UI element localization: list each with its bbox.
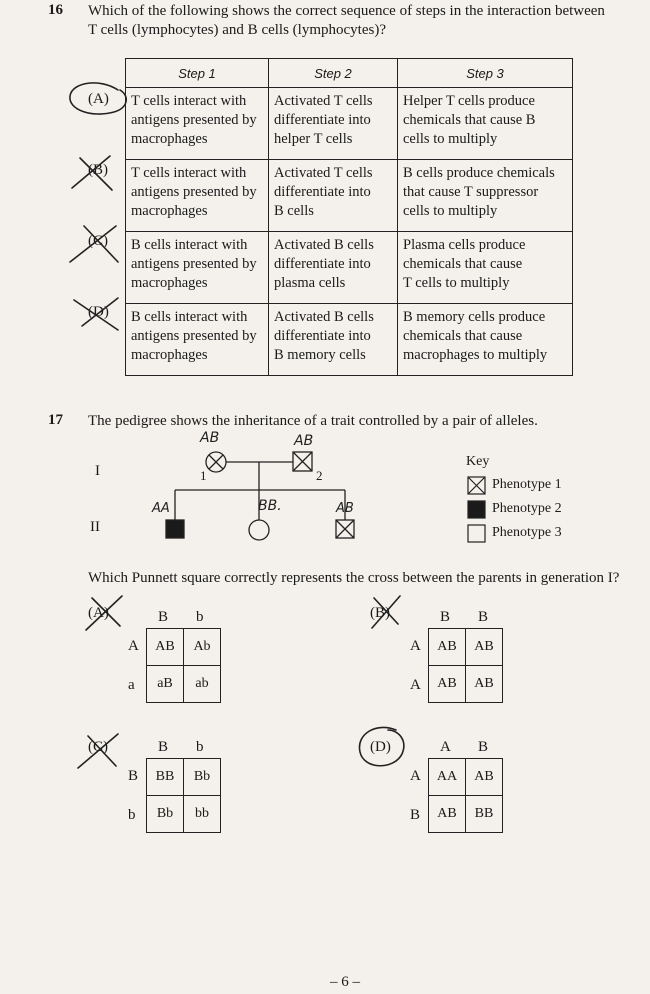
row-d-step1: B cells interact with antigens presented by macrophages <box>126 304 269 376</box>
handwritten-child-1: AA <box>152 501 170 516</box>
pedigree-child-2 <box>249 520 269 540</box>
punnett-c-cell: Bb <box>184 759 221 796</box>
punnett-b-label[interactable]: (B) <box>370 605 390 621</box>
punnett-d-cell: AB <box>466 759 503 796</box>
option-b-label[interactable]: (B) <box>88 162 108 178</box>
key-phenotype-2: Phenotype 2 <box>492 501 562 516</box>
generation-1-label: I <box>95 463 100 479</box>
question-17-text: The pedigree shows the inheritance of a trait controlled by a pair of alleles. <box>88 413 538 429</box>
question-16-text-line1: Which of the following shows the correct sequence of steps in the interaction between <box>88 3 605 19</box>
punnett-a-cell: AB <box>147 629 184 666</box>
punnett-d-col-2: B <box>478 739 489 755</box>
individual-2-number: 2 <box>316 468 323 483</box>
question-17-number: 17 <box>48 412 63 428</box>
punnett-c-label[interactable]: (C) <box>88 739 108 755</box>
header-step1: Step 1 <box>126 59 269 88</box>
handwritten-child-3: AB <box>336 501 354 516</box>
header-step3: Step 3 <box>398 59 573 88</box>
punnett-b-col-1: B <box>440 609 451 625</box>
punnett-b-grid <box>428 628 503 703</box>
punnett-d-row-2: B <box>410 807 421 823</box>
punnett-d-row-1: A <box>410 768 421 784</box>
punnett-d-label[interactable]: (D) <box>370 739 391 755</box>
generation-2-label: II <box>90 519 100 535</box>
row-c-step3: Plasma cells produce chemicals that cause T cells to multiply <box>398 232 573 304</box>
key-box-phenotype-2 <box>468 501 485 518</box>
question-16-text-line2: T cells (lymphocytes) and B cells (lymphocytes)? <box>88 22 386 38</box>
punnett-a-row-2: a <box>128 677 135 693</box>
punnett-a-row-1: A <box>128 638 139 654</box>
key-title: Key <box>466 454 490 469</box>
option-d-label[interactable]: (D) <box>88 304 109 320</box>
punnett-d-cell: AA <box>429 759 466 796</box>
punnett-c-grid <box>146 758 221 833</box>
option-a-label[interactable]: (A) <box>88 91 109 107</box>
punnett-a-grid <box>146 628 221 703</box>
punnett-a-col-1: B <box>158 609 169 625</box>
option-c-label[interactable]: (C) <box>88 233 108 249</box>
punnett-a-col-2: b <box>196 609 204 625</box>
row-c-step1: B cells interact with antigens presented by macrophages <box>126 232 269 304</box>
punnett-b-col-2: B <box>478 609 489 625</box>
row-b-step1: T cells interact with antigens presented by macrophages <box>126 160 269 232</box>
key-phenotype-3: Phenotype 3 <box>492 525 562 540</box>
punnett-c-cell: BB <box>147 759 184 796</box>
handwritten-child-2: BB. <box>258 498 282 514</box>
row-b-step2: Activated T cells differentiate into B cells <box>269 160 398 232</box>
page-number: – 6 – <box>330 974 360 990</box>
row-c-step2: Activated B cells differentiate into plasma cells <box>269 232 398 304</box>
punnett-d-grid <box>428 758 503 833</box>
key-box-phenotype-3 <box>468 525 485 542</box>
row-d-step3: B memory cells produce chemicals that cause macrophages to multiply <box>398 304 573 376</box>
punnett-a-cell: Ab <box>184 629 221 666</box>
row-a-step2: Activated T cells differentiate into helper T cells <box>269 88 398 160</box>
punnett-c-row-2: b <box>128 807 136 823</box>
key-phenotype-1: Phenotype 1 <box>492 477 562 492</box>
punnett-d-col-1: A <box>440 739 451 755</box>
punnett-a-label[interactable]: (A) <box>88 605 109 621</box>
punnett-b-cell: AB <box>429 666 466 703</box>
punnett-d-cell: BB <box>466 796 503 833</box>
handwritten-parent-2: AB <box>294 433 314 449</box>
handwritten-parent-1: AB <box>200 430 220 446</box>
row-a-step3: Helper T cells produce chemicals that cause B cells to multiply <box>398 88 573 160</box>
punnett-c-cell: bb <box>184 796 221 833</box>
punnett-b-cell: AB <box>466 629 503 666</box>
punnett-b-row-2: A <box>410 677 421 693</box>
punnett-a-cell: ab <box>184 666 221 703</box>
punnett-b-row-1: A <box>410 638 421 654</box>
punnett-d-cell: AB <box>429 796 466 833</box>
punnett-a-cell: aB <box>147 666 184 703</box>
question-17-prompt: Which Punnett square correctly represents the cross between the parents in generation I? <box>88 570 620 586</box>
row-a-step1: T cells interact with antigens presented by macrophages <box>126 88 269 160</box>
punnett-c-row-1: B <box>128 768 139 784</box>
punnett-c-col-1: B <box>158 739 169 755</box>
punnett-b-cell: AB <box>429 629 466 666</box>
punnett-c-cell: Bb <box>147 796 184 833</box>
question-16-number: 16 <box>48 2 63 18</box>
pedigree-child-1 <box>166 520 184 538</box>
individual-1-number: 1 <box>200 468 207 483</box>
row-b-step3: B cells produce chemicals that cause T suppressor cells to multiply <box>398 160 573 232</box>
punnett-b-cell: AB <box>466 666 503 703</box>
row-d-step2: Activated B cells differentiate into B memory cells <box>269 304 398 376</box>
punnett-c-col-2: b <box>196 739 204 755</box>
header-step2: Step 2 <box>269 59 398 88</box>
